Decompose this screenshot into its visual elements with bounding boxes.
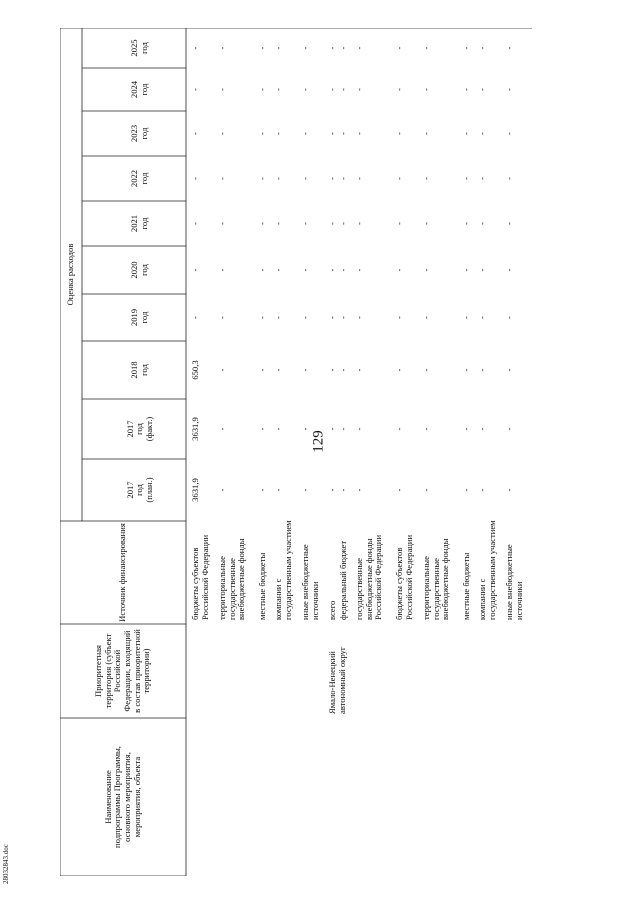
table-cell: -	[504, 222, 514, 225]
table-cell: -	[300, 427, 310, 431]
table-cell: -	[504, 177, 514, 180]
header-year-2-line: год	[138, 364, 149, 376]
table-cell: -	[327, 268, 337, 272]
region-label	[328, 626, 347, 714]
table-cell: -	[354, 268, 364, 272]
table-cell: -	[300, 177, 310, 180]
table-cell: -	[338, 88, 348, 91]
header-territory-column-line: в состав приоритетной	[131, 629, 142, 713]
header-year-6-line: 2022	[129, 169, 140, 188]
table-cell: -	[190, 177, 200, 180]
table-cell: -	[354, 368, 364, 372]
row-source-12-line: иные внебюджетные	[504, 544, 514, 620]
table-cell: -	[327, 316, 337, 319]
table-cell: 3631,9	[190, 478, 200, 502]
table-cell: -	[477, 427, 487, 431]
rotated-table	[60, 28, 532, 876]
table-cell: -	[394, 46, 404, 50]
table-cell: -	[338, 222, 348, 225]
table-cell: -	[257, 132, 267, 135]
row-source-10-line: местные бюджеты	[461, 552, 471, 620]
table-cell: -	[354, 316, 364, 319]
table-cell: -	[327, 88, 337, 91]
header-year-9	[130, 28, 149, 68]
table-cell: -	[300, 222, 310, 225]
row-source-7-line: внебюджетные фонды	[363, 538, 374, 620]
header-year-0-line: 2017	[124, 481, 135, 499]
header-year-1-line: год	[134, 423, 145, 435]
table-cell: -	[327, 368, 337, 372]
header-year-5	[130, 201, 149, 246]
table-cell: -	[190, 46, 200, 50]
table-cell: -	[461, 368, 471, 372]
table-cell: -	[190, 268, 200, 272]
table-cell: 650,3	[190, 360, 200, 380]
table-cell: -	[504, 427, 514, 431]
row-source-12	[505, 523, 524, 620]
header-year-8-line: год	[138, 83, 149, 96]
table-cell: -	[273, 268, 283, 272]
row-source-12-line: источники	[513, 581, 524, 620]
table-cell: -	[217, 368, 227, 372]
table-cell: -	[257, 316, 267, 319]
header-year-1	[126, 399, 155, 459]
table-cell: -	[421, 88, 431, 91]
table-cell: -	[300, 132, 310, 135]
table-cell: -	[217, 88, 227, 91]
row-source-9-line: государственные	[430, 558, 441, 620]
table-cell: -	[504, 368, 514, 372]
table-cell: -	[394, 316, 404, 319]
table-cell: -	[504, 316, 514, 319]
table-cell: -	[354, 177, 364, 180]
header-expense-group: Оценка расходов	[65, 243, 75, 306]
table-cell: -	[217, 427, 227, 431]
header-territory-column-line: Российской	[112, 649, 123, 693]
table-cell: -	[338, 316, 348, 319]
table-cell: -	[421, 132, 431, 135]
table-cell: -	[461, 427, 471, 431]
table-cell: -	[477, 88, 487, 91]
header-year-0	[126, 459, 155, 521]
header-year-2	[130, 341, 149, 399]
table-cell: 3631,9	[190, 417, 200, 441]
table-cell: -	[327, 177, 337, 180]
table-cell: -	[273, 427, 283, 431]
header-year-4-line: 2020	[129, 261, 140, 279]
row-source-7	[355, 523, 384, 620]
header-territory-column	[94, 624, 152, 718]
table-cell: -	[394, 177, 404, 180]
table-cell: -	[257, 46, 267, 50]
table-cell: -	[338, 132, 348, 135]
row-source-11-line: государственным участием	[486, 520, 497, 620]
row-source-7-line: Российской Федерации	[373, 534, 384, 620]
header-name-column	[104, 718, 142, 876]
table-cell: -	[354, 427, 364, 431]
header-year-4-line: год	[138, 264, 149, 276]
table-cell: -	[338, 268, 348, 272]
row-source-8	[395, 523, 414, 620]
table-cell: -	[217, 177, 227, 180]
table-cell: -	[504, 132, 514, 135]
table-cell: -	[338, 46, 348, 50]
row-source-5-line: всего	[327, 600, 337, 620]
header-year-9-line: 2025	[129, 39, 140, 57]
table-cell: -	[461, 316, 471, 319]
table-cell: -	[217, 132, 227, 135]
table-cell: -	[477, 132, 487, 135]
table-cell: -	[477, 222, 487, 225]
table-cell: -	[421, 488, 431, 492]
row-source-0-line: бюджеты субъектов	[190, 547, 200, 620]
header-name-column-line: основного мероприятия,	[121, 752, 132, 842]
row-source-11-line: компании с	[477, 578, 487, 620]
row-source-9	[422, 523, 451, 620]
row-source-1-line: территориальные	[217, 556, 227, 620]
table-cell: -	[327, 46, 337, 50]
header-year-8-line: 2024	[129, 80, 140, 99]
header-name-column-line: подпрограммы Программы,	[112, 746, 123, 848]
table-cell: -	[190, 88, 200, 91]
table-cell: -	[394, 488, 404, 492]
table-cell: -	[421, 427, 431, 431]
header-territory-column-line: Федерации, входящий	[121, 630, 132, 712]
row-source-5	[328, 523, 338, 620]
table-cell: -	[300, 316, 310, 319]
row-source-2	[258, 523, 268, 620]
table-cell: -	[421, 368, 431, 372]
header-name-column-line: мероприятия, объекта	[131, 756, 142, 838]
header-year-0-line: (план.)	[143, 477, 154, 503]
header-source-column: Источник финансирования	[117, 523, 128, 622]
table-cell: -	[354, 88, 364, 91]
table-cell: -	[504, 268, 514, 272]
table-cell: -	[477, 316, 487, 319]
row-source-6	[339, 523, 349, 620]
table-cell: -	[190, 222, 200, 225]
table-cell: -	[354, 132, 364, 135]
table-cell: -	[257, 368, 267, 372]
table-cell: -	[461, 132, 471, 135]
table-cell: -	[421, 46, 431, 50]
table-cell: -	[461, 88, 471, 91]
header-year-6	[130, 156, 149, 201]
table-cell: -	[477, 177, 487, 180]
table-cell: -	[273, 488, 283, 492]
table-cell: -	[300, 368, 310, 372]
table-cell: -	[477, 368, 487, 372]
table-cell: -	[461, 268, 471, 272]
table-cell: -	[257, 268, 267, 272]
table-cell: -	[354, 46, 364, 50]
header-year-7-line: 2023	[129, 124, 140, 143]
header-year-1-line: 2017	[124, 420, 135, 438]
table-cell: -	[461, 177, 471, 180]
page-number: 129	[310, 430, 327, 453]
table-cell: -	[461, 222, 471, 225]
table-cell: -	[477, 46, 487, 50]
document-filename: 28032843.doc	[2, 844, 10, 884]
header-territory-column-line: территория (субъект	[102, 633, 113, 709]
table-cell: -	[217, 268, 227, 272]
row-source-10	[462, 523, 472, 620]
table-cell: -	[338, 427, 348, 431]
header-name-column-line: Наименование	[102, 770, 113, 824]
table-cell: -	[327, 427, 337, 431]
table-cell: -	[421, 177, 431, 180]
header-year-1-line: (факт.)	[143, 416, 154, 442]
table-cell: -	[504, 46, 514, 50]
table-cell: -	[327, 488, 337, 492]
table-cell: -	[394, 88, 404, 91]
row-source-1	[218, 523, 247, 620]
row-source-8-line: Российской Федерации	[403, 534, 414, 620]
table-cell: -	[273, 222, 283, 225]
row-source-3-line: государственным участием	[282, 520, 293, 620]
table-cell: -	[257, 222, 267, 225]
table-cell: -	[504, 88, 514, 91]
header-year-2-line: 2018	[129, 361, 140, 379]
row-source-8-line: бюджеты субъектов	[394, 547, 404, 620]
table-cell: -	[394, 222, 404, 225]
table-cell: -	[354, 222, 364, 225]
table-cell: -	[257, 427, 267, 431]
table-cell: -	[504, 488, 514, 492]
table-cell: -	[477, 268, 487, 272]
table-cell: -	[354, 488, 364, 492]
table-cell: -	[477, 488, 487, 492]
table-cell: -	[273, 132, 283, 135]
table-cell: -	[190, 316, 200, 319]
table-cell: -	[338, 368, 348, 372]
table-cell: -	[300, 488, 310, 492]
table-cell: -	[338, 177, 348, 180]
table-cell: -	[300, 46, 310, 50]
row-source-4-line: иные внебюджетные	[300, 544, 310, 620]
row-source-1-line: внебюджетные фонды	[236, 538, 247, 620]
table-cell: -	[461, 46, 471, 50]
header-year-8	[130, 68, 149, 111]
table-cell: -	[190, 132, 200, 135]
table-cell: -	[217, 316, 227, 319]
header-year-7-line: год	[138, 127, 149, 140]
row-source-9-line: территориальные	[421, 556, 431, 620]
region-label-line: Ямало-Ненецкий	[327, 651, 337, 714]
row-source-9-line: внебюджетные фонды	[440, 538, 451, 620]
table-cell: -	[257, 488, 267, 492]
table-cell: -	[217, 488, 227, 492]
row-source-4	[301, 523, 320, 620]
row-source-4-line: источники	[309, 581, 320, 620]
row-source-0	[191, 523, 210, 620]
header-territory-column-line: территории)	[141, 648, 152, 694]
row-source-1-line: государственные	[226, 558, 237, 620]
table-cell: -	[338, 488, 348, 492]
table-cell: -	[217, 46, 227, 50]
table-cell: -	[327, 222, 337, 225]
table-cell: -	[273, 46, 283, 50]
table-cell: -	[273, 316, 283, 319]
row-source-6-line: федеральный бюджет	[338, 540, 348, 620]
row-source-7-line: государственные	[354, 558, 364, 620]
row-source-11	[477, 520, 497, 620]
table-cell: -	[273, 368, 283, 372]
row-source-2-line: местные бюджеты	[257, 552, 267, 620]
table-cell: -	[394, 268, 404, 272]
header-year-5-line: год	[138, 217, 149, 230]
table-cell: -	[217, 222, 227, 225]
table-cell: -	[327, 132, 337, 135]
table-cell: -	[300, 88, 310, 91]
row-source-3-line: компании с	[273, 578, 283, 620]
row-source-0-line: Российской Федерации	[199, 534, 210, 620]
header-year-3-line: 2019	[129, 308, 140, 327]
header-year-9-line: год	[138, 42, 149, 54]
table-cell: -	[394, 427, 404, 431]
table-cell: -	[273, 88, 283, 91]
header-year-5-line: 2021	[129, 214, 140, 233]
table-cell: -	[394, 368, 404, 372]
header-year-0-line: год	[134, 484, 145, 496]
table-cell: -	[257, 177, 267, 180]
header-year-6-line: год	[138, 172, 149, 185]
row-source-3	[273, 520, 293, 620]
header-territory-column-line: Приоритетная	[93, 645, 104, 697]
header-year-3	[130, 294, 149, 341]
header-year-7	[130, 111, 149, 156]
region-label-line: автономный округ	[336, 646, 347, 714]
table-cell: -	[421, 222, 431, 225]
table-cell: -	[257, 88, 267, 91]
table-cell: -	[300, 268, 310, 272]
header-year-4	[130, 246, 149, 294]
table-cell: -	[421, 316, 431, 319]
table-cell: -	[394, 132, 404, 135]
header-year-3-line: год	[138, 311, 149, 324]
table-cell: -	[421, 268, 431, 272]
table-cell: -	[273, 177, 283, 180]
table-cell: -	[461, 488, 471, 492]
